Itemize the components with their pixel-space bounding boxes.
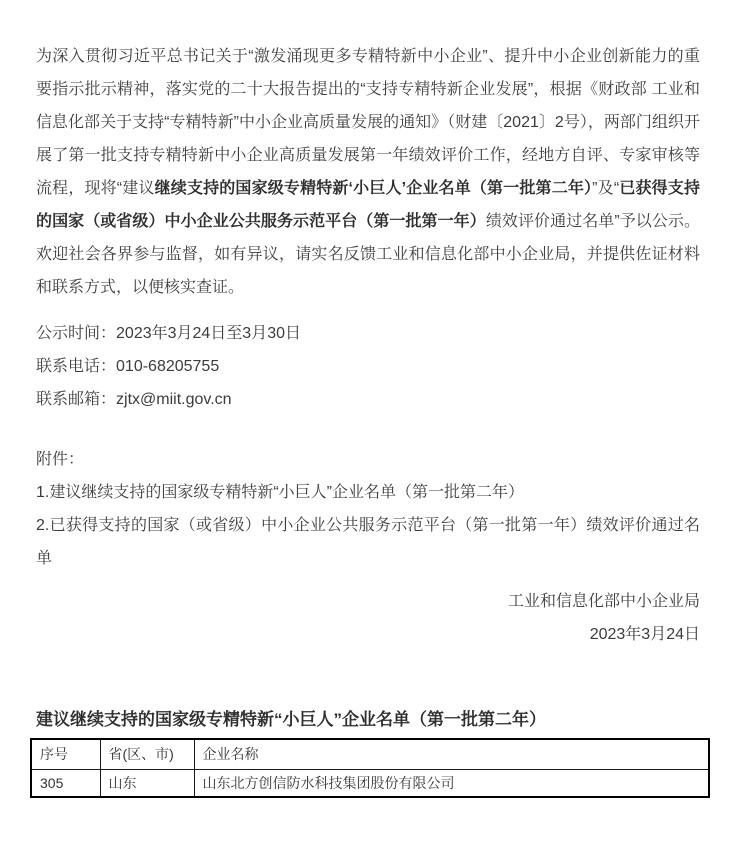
column-header-serial: 序号: [31, 739, 100, 769]
attachments-block: [36, 443, 700, 575]
publicity-period-label: 公示时间：: [36, 325, 117, 342]
paragraph-text-tail: 绩效评价通过名单”予以公示。欢迎社会各界参与监督，如有异议，请实名反馈工业和信息化部中小企业局，并提供佐证材料和联系方式，以便核实查证。: [36, 213, 700, 296]
announcement-paragraph: [36, 40, 700, 304]
contact-email-line: [36, 383, 700, 416]
paragraph-text-lead: 为深入贯彻习近平总书记关于“激发涌现更多专精特新中小企业”、提升中小企业创新能力的重要指示批示精神，落实党的二十大报告提出的“支持专精特新企业发展”，根据《财政部 工业和信息化部关于支持“专精特新”中小企业高质量发展的通知》（财建〔2021〕2号），两部门组织开展了第一批支持专精特新中小企业高质量发展第一年绩效评价工作，经地方自评、专家审核等流程，现将“建议: [36, 48, 700, 197]
cell-company: 山东北方创信防水科技集团股份有限公司: [194, 769, 709, 797]
issuing-authority: 工业和信息化部中小企业局: [507, 593, 700, 610]
contact-email-label: 联系邮箱：: [36, 391, 117, 408]
column-header-province: 省(区、市): [100, 739, 194, 769]
contact-phone-label: 联系电话：: [36, 358, 117, 375]
issue-date: 2023年3月24日: [589, 626, 700, 643]
enterprise-table-title: 建议继续支持的国家级专精特新“小巨人”企业名单（第一批第二年）: [36, 710, 546, 729]
signature-block: [36, 585, 700, 651]
attachment-item-2: 2.已获得支持的国家（或省级）中小企业公共服务示范平台（第一批第一年）绩效评价通过名单: [36, 517, 700, 567]
attachments-heading: 附件：: [36, 451, 85, 468]
column-header-company: 企业名称: [194, 739, 709, 769]
table-row: [31, 769, 709, 797]
publicity-period-value: 2023年3月24日至3月30日: [116, 325, 302, 342]
contact-email-value: zjtx@miit.gov.cn: [116, 391, 232, 408]
cell-province: 山东: [100, 769, 194, 797]
bold-platform-list-name: 已获得支持的国家（或省级）中小企业公共服务示范平台（第一批第一年）: [36, 180, 700, 230]
attachment-item-1: 1.建议继续支持的国家级专精特新“小巨人”企业名单（第一批第二年）: [36, 484, 525, 501]
contact-info-block: [36, 317, 700, 416]
contact-phone-value: 010-68205755: [116, 358, 220, 375]
enterprise-table: [30, 738, 710, 798]
paragraph-text-mid: ”及“: [592, 180, 620, 197]
contact-phone-line: [36, 350, 700, 383]
bold-giant-list-name: 继续支持的国家级专精特新‘小巨人’企业名单（第一批第二年）: [154, 180, 593, 197]
publicity-period-line: [36, 317, 700, 350]
cell-serial: 305: [31, 769, 100, 797]
table-header-row: [31, 739, 709, 769]
